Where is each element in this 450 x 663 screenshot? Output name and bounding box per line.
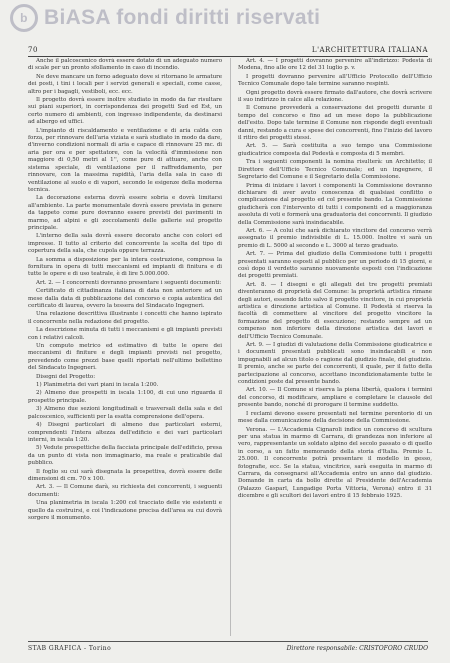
right-column-paragraph: Tra i seguenti componenti la nomina risulterà: un Architetto; il Direttore dell'Ufficio Tecnico Comunale; ed un ingegnere, il Segretario del Comune e il Segretario della Commissione. xyxy=(238,159,432,181)
left-column-paragraph: Disegni del Progetto: xyxy=(36,373,96,380)
left-column-paragraph: Certificato di cittadinanza italiana di data non anteriore ad un mese dalla data di pubblicazione del concorso e copia autentica del certificato di laurea, ovvero la tessera del Sindacato Ingegneri. xyxy=(28,288,222,309)
left-column-paragraph: L'impianto di riscaldamento e ventilazione e di aria calda con forza, per rinnovare dell'aria viziata e sarà studiato in modo da dare, d'inverno condizioni normali di aria e capace di rinnovare 25 mc. di aria per ora e per spettatore, con la velocità d'immissione non maggiore di 0,50 metri al 1'', come pure di attuare, anche con sistema speciale, di ventilazione per il raffreddamento, per rinnovare, con la massima rapidità, l'aria della sala in caso di ventilazione al suolo e di vapori, secondo le esigenze della moderna tecnica. xyxy=(28,127,222,193)
right-column-paragraph: Verona. — L'Accademia Cignaroli indice un concorso di scultura per una statua in marmo di Carrara, di grandezza non inferiore al vero, rappresentante un soldato alpino del secolo passato o di quello in corso, a un fatto memorando della storia d'Italia. Premio L. 25.000. Il concorrente potrà presentare il modello in gesso, fotografie, ecc. Se la statua, vincitrice, sarà eseguita in marmo di Carrara, da consegnarsi all'Accademia entro un anno dal giudizio. Domande in carta da bollo dirette al Presidente dell'Accademia (Palazzo Gasparl, Lungadige Porta Vittoria, Verona) entro il 31 dicembre e gli scultori dei lavori entro il 15 febbraio 1925. xyxy=(238,426,432,500)
left-column-paragraph: 2) Almeno due prospetti in iscala 1:100, di cui uno riguarda il prospetto principale. xyxy=(28,390,222,404)
right-column-paragraph: Art. 7. — Prima del giudizio della Commissione tutti i progetti presentati saranno esposti al pubblico per un periodo di 15 giorni, e così dopo il verdetto saranno nuovamente esposti con l'indicazione dei progetti premiati. xyxy=(238,251,432,280)
right-column-paragraph: Il Comune provvederà a conservazione dei progetti durante il tempo del concorso e fino ad un mese dopo la pubblicazione dell'esito. Dopo tale termine il Comune non risponde degli eventuali danni, restando a cura e spese dei concorrenti, fino l'inizio del lavoro il ritiro dei progetti stessi. xyxy=(238,105,432,142)
left-column-paragraph: Il foglio su cui sarà disegnata la prospettiva, dovrà essere delle dimensioni di cm. 70 x 100. xyxy=(28,468,222,482)
editor-credit: Direttore responsabile: CRISTOFORO CRUDO xyxy=(286,645,428,652)
left-column-paragraph: Art. 2. — I concorrenti dovranno presentare i seguenti documenti: xyxy=(36,279,222,286)
right-column-paragraph: Art. 4. — I progetti dovranno pervenire all'indirizzo: Podestà di Modena, fino alle ore 12 del 31 luglio p. v. xyxy=(238,58,432,72)
left-column-paragraph: Una relazione descrittiva illustrante i concetti che hanno ispirato il concorrente nella redazione del progetto. xyxy=(28,311,222,325)
printer-credit: STAB GRAFICA - Torino xyxy=(28,645,112,652)
text-columns xyxy=(28,58,432,636)
right-column-paragraph: Art. 6. — A colui che sarà dichiarato vincitore del concorso verrà assegnato il premio indivisibile di L. 15.000. Inoltre vi sarà un premio di L. 5000 al secondo e L. 3000 al terzo graduato. xyxy=(238,227,432,249)
left-column-paragraph: Art. 3. — Il Comune darà, su richiesta dei concorrenti, i seguenti documenti: xyxy=(28,484,222,498)
right-column-paragraph: I progetti dovranno pervenire all'Ufficio Protocollo dell'Ufficio Tecnico Comunale dopo tale termine saranno respinti. xyxy=(238,73,432,88)
left-column-paragraph: La descrizione minuta di tutti i meccanismi e gli impianti previsti con i relativi calcoli. xyxy=(28,327,222,341)
left-column-paragraph: Anche il palcoscenico dovrà essere dotato di un adeguato numero di scale per un pronto sfollamento in caso di incendio. xyxy=(28,58,222,72)
watermark-text: BiASA fondi diritti riservati xyxy=(44,6,321,29)
running-title: L'ARCHITETTURA ITALIANA xyxy=(311,46,428,54)
watermark xyxy=(10,4,320,32)
right-column-paragraph: Ogni progetto dovrà essere firmato dall'autore, che dovrà scrivere il suo indirizzo in calce alla relazione. xyxy=(238,89,432,104)
left-column-paragraph: 5) Vedute prospettiche della facciata principale dell'edificio, presa da un punto di vista non immaginario, ma reale e praticabile dal pubblico. xyxy=(28,445,222,467)
right-column-paragraph: Art. 8. — I disegni e gli allegati dei tre progetti premiati diventeranno di proprietà del Comune: la proprietà artistica rimane degli autori, essendo fatto salvo il progetto vincitore, in cui proprietà artistica e direzione artistica al Comune. Il Podestà si riserva la facoltà di commettere al vincitore del progetto vincitore la formazione del progetto di esecuzione; restando sempre ad un compenso non inferiore della direzione artistica dei lavori e dell'Ufficio Tecnico Comunale. xyxy=(238,281,432,340)
left-column-paragraph: 4) Disegni particolari di almeno due particolari esterni, comprendenti l'intera altezza dell'edificio e dei vari particolari interni, in iscala 1:20. xyxy=(28,422,222,443)
right-column-paragraph: Prima di iniziare i lavori i componenti la Commissione dovranno dichiarare di aver avuto conoscenza di qualsiasi conflitto o complicazione dal progetto ed col presente bando. La Commissione giudicherà con l'intervento di tutti i componenti ed a maggioranza assoluta di voti e formerà una graduatoria dei concorrenti. Il giudizio della Commissione sarà insindacabile. xyxy=(238,182,432,226)
right-column-paragraph: Art. 10. — Il Comune si riserva la piena libertà, qualora i termini del concorso, di modificare, ampliare e completare le clausole del presente bando, nonché di prorogare il termine suddetto. xyxy=(238,387,432,409)
page-number: 70 xyxy=(28,46,38,54)
left-column-paragraph: La somma a disposizione per la intera costruzione, compresa la fornitura in opera di tutti meccanismi ed impianti di finitura e di tutte le opere e di uso teatrale, è di lire 5.000.000. xyxy=(28,256,222,278)
left-column-paragraph: Un computo metrico ed estimativo di tutte le opere dei meccanismi di finiture e degli impianti previsti nel progetto, prevedendo come prezzi base quelli riportati nell'ultimo bollettino del Sindacato Ingegneri. xyxy=(28,343,222,372)
right-column-paragraph: Art. 9. — I giudizi di valutazione della Commissione giudicatrice e i documenti presentati pubblicati sono insindacabili e non impugnabili ad alcun titolo o ragione dal giudizio finale, del giudizio. Il premio, anche se parte dei concorrenti, il quale, per il fatto della partecipazione al concorso, accettano incondizionatamente tutte le condizioni poste dal presente bando. xyxy=(238,342,432,386)
left-column-paragraph: Ne deve mancare un forno adeguato dove si ritornano le armature dei posti, i tini i locali per i servizi generali e speciali, come casse, altro per i bagagli, vestiboli, ecc. ecc. xyxy=(28,73,222,95)
left-column-paragraph: 3) Almeno due sezioni longitudinali e trasversali della sala e del palcoscenico, sufficienti per la esatta comprensione dell'opera. xyxy=(28,406,222,420)
left-column xyxy=(28,58,222,636)
page-footer xyxy=(28,641,428,652)
left-column-paragraph: La decorazione esterna dovrà essere sobria e dovrà limitarsi all'ambiente. La parte monumentale dovrà essere prevista in genere da tappeto come pure dovranno essere previsti dei pavimenti in marmo, ad alpini e gli zoccolamenti delle gallerie sul progetto principale. xyxy=(28,195,222,231)
right-column-paragraph: Art. 5. — Sarà costituita a suo tempo una Commissione giudicatrice composta dal Podestà e composta di 5 membri. xyxy=(238,143,432,157)
right-column xyxy=(238,58,432,636)
left-column-paragraph: Una planimetria in iscala 1:200 col tracciato delle vie esistenti e quello da costruirsi, e coi l'indicazione precisa dell'area su cui dovrà sorgere il monumento. xyxy=(28,500,222,521)
column-divider xyxy=(230,58,231,636)
left-column-paragraph: L'interno della sala dovrà essere decorato anche con colori ed impresse. Il tutto al criterio del concorrente la scelta del tipo di copertura della sala, che cupola oppure terrazza. xyxy=(28,233,222,255)
page-header xyxy=(28,42,428,57)
right-column-paragraph: I reclami devono essere presentati nel termine perentorio di un mese dalla comunicazione della decisione della Commissione. xyxy=(238,410,432,425)
left-column-paragraph: Il progetto dovrà essere inoltre studiato in modo da far risultare sui piani superiori, in corrispondenza dei progetti Sud ed Est, un certo numero di ambienti, con ingresso indipendente, da destinarsi ad albergo ed uffici. xyxy=(28,97,222,126)
watermark-logo-icon: b xyxy=(10,4,38,32)
left-column-paragraph: 1) Planimetria dei vari piani in iscala 1:200. xyxy=(36,382,159,389)
